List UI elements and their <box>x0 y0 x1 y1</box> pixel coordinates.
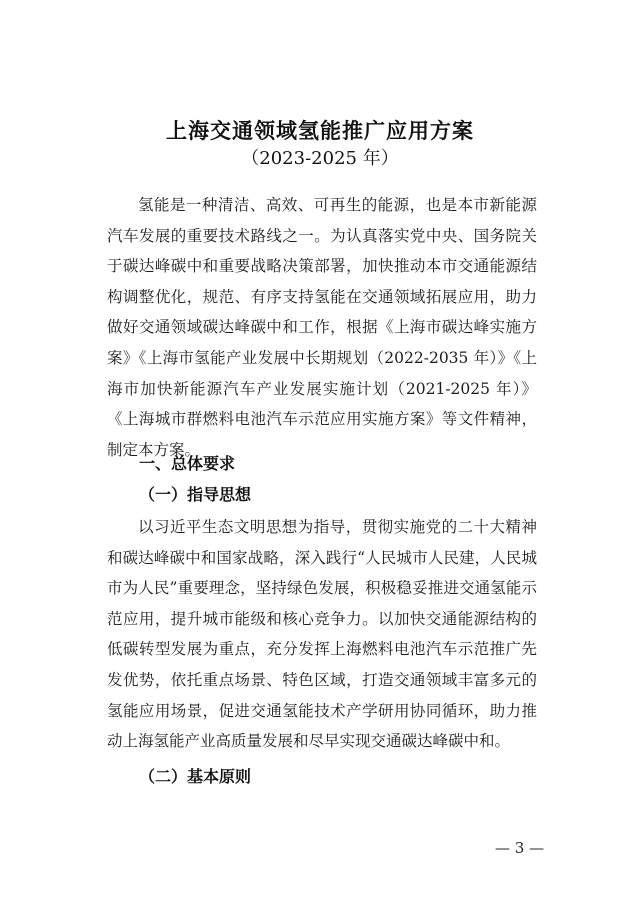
intro-paragraph: 氢能是一种清洁、高效、可再生的能源，也是本市新能源汽车发展的重要技术路线之一。为认真落实党中央、国务院关于碳达峰碳中和重要战略决策部署，加快推动本市交通能源结构调整优化，规范、有序支持氢能在交通领域拓展应用，助力做好交通领域碳达峰碳中和工作，根据《上海市碳达峰实施方案》《上海市氢能产业发展中长期规划（2022-2035 年）》《上海市加快新能源汽车产业发展实施计划（2021-2025 年）》《上海城市群燃料电池汽车示范应用实施方案》等文件精神，制定本方案。 <box>107 196 537 459</box>
document-subtitle: （2023-2025 年） <box>241 148 399 169</box>
section-heading-general-requirements: 一、总体要求 <box>139 454 236 473</box>
page-number: — 3 — <box>495 839 545 857</box>
guiding-ideology-paragraph: 以习近平生态文明思想为指导，贯彻实施党的二十大精神和碳达峰碳中和国家战略，深入践行“人民城市人民建，人民城市为人民”重要理念，坚持绿色发展，积极稳妥推进交通氢能示范应用，提升城市能级和核心竞争力。以加快交通能源结构的低碳转型发展为重点，充分发挥上海燃料电池汽车示范推广先发优势，依托重点场景、特色区域，打造交通领域丰富多元的氢能应用场景，促进交通氢能技术产学研用协同循环，助力推动上海氢能产业高质量发展和尽早实现交通碳达峰碳中和。 <box>107 518 537 751</box>
subsection-heading-basic-principles: （二）基本原则 <box>139 767 252 786</box>
subsection-heading-guiding-ideology: （一）指导思想 <box>139 485 252 504</box>
document-title: 上海交通领域氢能推广应用方案 <box>166 118 474 143</box>
